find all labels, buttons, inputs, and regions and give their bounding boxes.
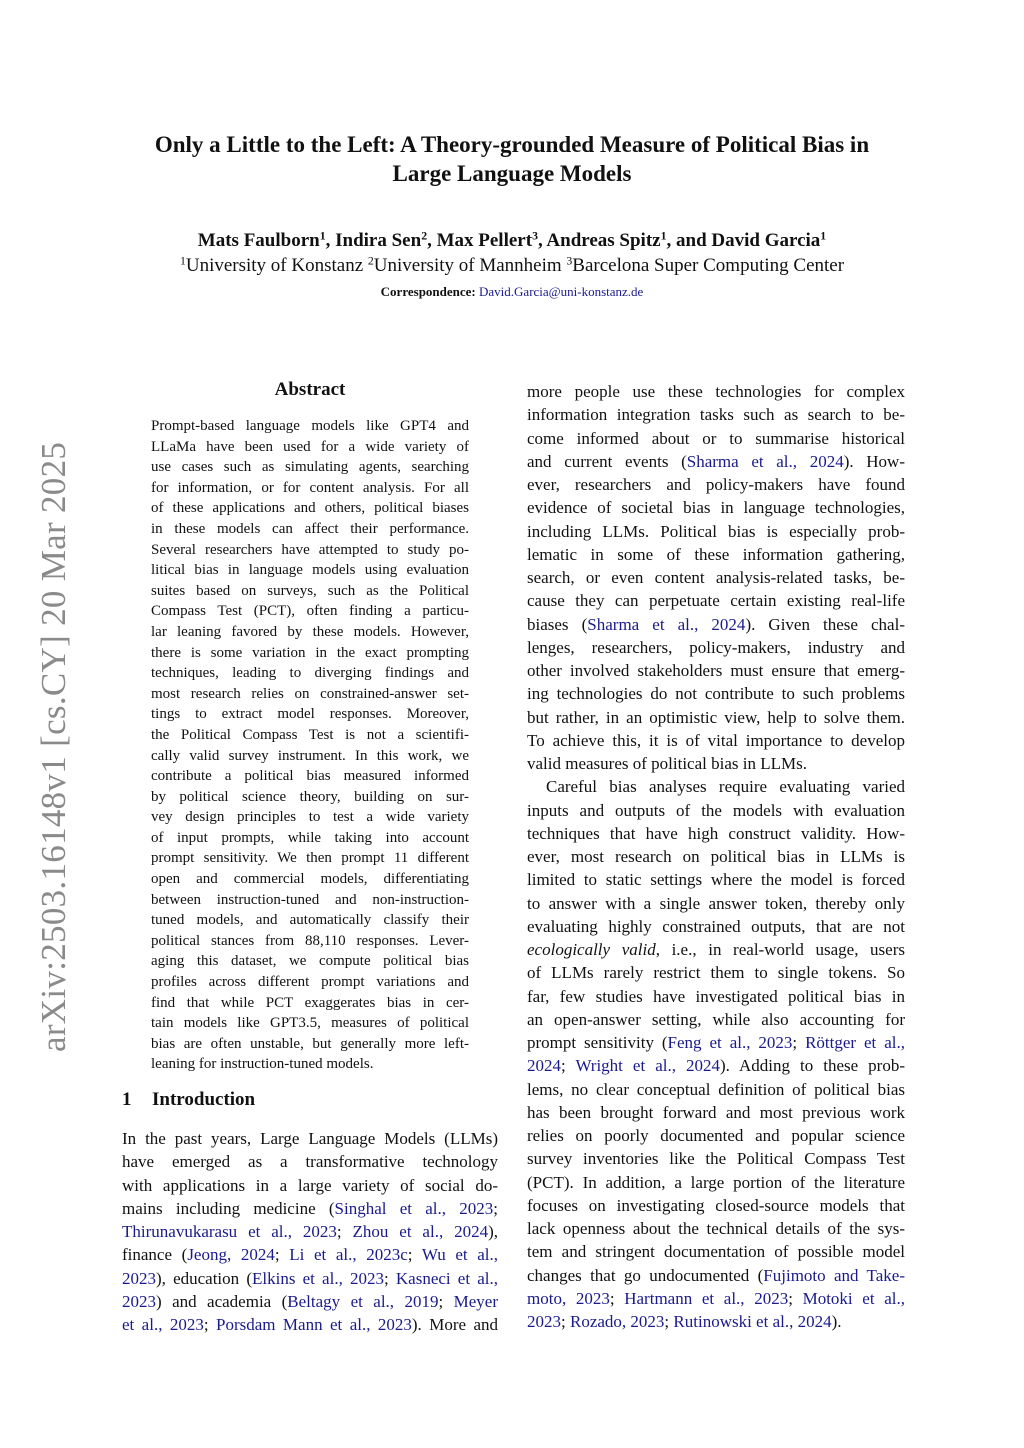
author [198,230,326,251]
body-text-line [122,1127,498,1150]
citation-link[interactable]: Li et al., 2023c [289,1245,408,1265]
emphasis-text: ecologically valid [527,940,656,959]
abstract-line: leaning for instruction-tuned models. [151,1056,374,1073]
text-run: has been brought forward and most previous work [527,1102,905,1122]
text-run: ). Adding to these prob- [720,1056,906,1076]
correspondence-email-link[interactable]: David.Garcia@uni-konstanz.de [479,284,644,299]
citation-link[interactable]: Hartmann et al., 2023 [624,1288,789,1308]
body-text-line [527,868,905,891]
text-run: evaluating highly constrained outputs, that are not [527,916,905,936]
body-text-line [527,520,905,543]
text-run: focuses on investigating closed-source models that [527,1195,905,1215]
body-text-line [527,682,905,705]
body-text-line [527,659,905,682]
body-text-line [527,985,905,1008]
text-run: changes that go undocumented ( [527,1265,764,1285]
body-text-line [122,1220,498,1243]
text-run: biases ( [527,614,588,634]
abstract-line: profiles across different prompt variations and [151,974,469,991]
text-run: cause they can perpetuate certain existing real-life [527,591,905,611]
body-text-line [527,1054,905,1077]
text-run: ; [493,1198,498,1218]
correspondence [60,283,964,301]
text-run: evidence of societal bias in language technologies, [527,498,905,518]
paper-title-line: Only a Little to the Left: A Theory-grounded Measure of Political Bias in [154,132,870,157]
text-run: valid measures of political bias in LLMs. [527,754,807,773]
body-text-line [527,1147,905,1170]
affiliation-number: 2 [367,254,374,268]
author-name: Mats Faulborn [197,230,320,251]
text-run: (PCT). In addition, a large portion of the literature [527,1172,905,1192]
citation-link[interactable]: Kasneci et al., [395,1268,498,1288]
text-run: and current events ( [527,451,687,471]
abstract-line: of these applications and others, political biases [151,500,469,517]
text-run: search, or even content analysis-related tasks, be- [527,568,905,587]
paper-title-line: Large Language Models [392,161,632,186]
affiliation-marker: 1 [660,229,667,243]
affiliation-number: 3 [566,254,573,268]
text-run: ). How- [843,451,905,471]
body-text-line [527,450,905,473]
body-text-line [527,775,905,798]
abstract-line: tain models like GPT3.5, measures of political [151,1015,469,1032]
paper-title [100,130,924,188]
abstract-line: open and commercial models, differentiating [151,871,469,888]
text-run: ; [561,1312,570,1331]
author-name: Indira Sen [335,230,422,251]
body-text-line [527,543,905,566]
text-run: an open-answer setting, while also accounting for [527,1009,905,1029]
text-run: To achieve this, it is of vital importance to develop [527,730,905,750]
author [437,230,538,251]
affiliation-number: 1 [179,254,186,268]
abstract-line: political stances from 88,110 responses. Lever- [151,932,469,949]
citation-link[interactable]: Beltagy et al., 2019 [287,1291,439,1311]
abstract-line: there is some variation in the exact prompting [151,644,469,661]
arxiv-identifier: arXiv:2503.16148v1 [cs.CY] 20 Mar 2025 [34,441,73,1052]
affiliation: Barcelona Super Computing Center [572,255,845,276]
abstract-body [151,416,469,1075]
correspondence-label: Correspondence: [380,284,476,299]
abstract-line: tings to extract model responses. Moreover, [151,706,469,723]
citation-link[interactable]: Motoki et al., [802,1288,905,1308]
text-run: prompt sensitivity ( [527,1033,668,1052]
text-run: ; [788,1288,803,1308]
text-run: finance ( [122,1245,188,1265]
text-run: ; [664,1312,674,1331]
abstract-line: Prompt-based language models like GPT4 and [151,418,469,434]
abstract-line: litical bias in language models using evaluation [151,562,469,579]
citation-link[interactable]: 2024 [527,1056,561,1076]
body-text-line [527,706,905,729]
text-run: far, few studies have investigated political bias in [527,986,905,1006]
abstract-line: most research relies on constrained-answer set- [151,685,469,702]
section-heading-introduction [122,1088,255,1112]
text-run: inputs and outputs of the models with evaluation [527,800,905,820]
text-run: including LLMs. Political bias is especially prob- [527,521,905,541]
abstract-line: find that while PCT exaggerates bias in cer- [151,994,469,1011]
body-text-line [527,636,905,659]
body-text-line [527,613,905,636]
body-text-line [527,1008,905,1031]
author-name: Max Pellert [436,230,533,251]
text-run: ; [274,1245,290,1265]
citation-link[interactable]: Fujimoto and Take- [763,1265,905,1285]
text-run: information integration tasks such as search to be- [527,405,905,425]
abstract-line: of input prompts, while taking into account [151,829,469,846]
body-text-line [527,589,905,612]
text-run: ; [792,1033,806,1052]
citation-link[interactable]: Rozado, 2023 [569,1312,665,1331]
body-text-line [527,427,905,450]
text-run: lems, no clear conceptual definition of political bias [527,1079,905,1099]
section-number: 1 [122,1089,132,1110]
introduction-right-column [527,380,905,1333]
text-run: In the past years, Large Language Models (LLMs) [122,1129,498,1148]
abstract-line: use cases such as simulating agents, searching [151,459,469,476]
citation-link[interactable]: Porsdam Mann et al., 2023 [216,1315,412,1334]
citation-link[interactable]: Wright et al., 2024 [575,1056,720,1076]
citation-link[interactable]: moto, 2023 [527,1288,610,1308]
text-run: lack openness about the technical details of the sys- [527,1219,905,1238]
citation-link[interactable]: Zhou et al., 2024 [352,1222,489,1241]
text-run: ), education ( [156,1268,252,1288]
abstract-line: in these models can affect their performance. [151,520,469,537]
body-text-line [527,729,905,752]
text-run: lematic in some of these information gathering, [527,544,905,564]
citation-link[interactable]: Elkins et al., 2023 [252,1268,384,1288]
body-text-line [527,915,905,938]
affiliation: University of Mannheim [373,255,562,276]
section-title: Introduction [152,1089,256,1110]
body-text-line [527,566,905,589]
abstract-line: tuned models, and automatically classify their [151,912,469,929]
text-run: ever, most research on political bias in LLMs is [527,847,905,866]
author-name: Andreas Spitz [546,230,661,251]
text-run: ). More and [411,1315,498,1334]
abstract-line: bias are often unstable, but generally more left- [151,1035,469,1052]
body-text-line [527,938,905,961]
abstract-line: Several researchers have attempted to study po- [151,541,469,558]
text-run: ), [488,1222,499,1241]
citation-link[interactable]: Röttger et al., [805,1033,905,1052]
text-run: survey inventories like the Political Compass Test [527,1149,905,1169]
affiliation-marker: 2 [421,229,428,243]
affiliation-list [60,254,964,278]
citation-link[interactable]: 2023 [122,1291,156,1311]
body-text-line [527,496,905,519]
abstract-line: lar leaning favored by these models. However, [151,623,469,640]
body-text-line [527,1287,905,1310]
body-text-line [122,1290,498,1313]
citation-link[interactable]: et al., 2023 [122,1315,204,1334]
affiliation-marker: 1 [319,229,326,243]
body-text-line [527,1194,905,1217]
abstract-line: between instruction-tuned and non-instruction- [151,891,469,908]
text-run: with applications in a large variety of social do- [122,1175,498,1195]
author [546,230,666,251]
text-run: ing technologies do not contribute to such problems [527,684,905,704]
body-text-line [527,1124,905,1147]
text-run: ; [438,1291,454,1311]
citation-link[interactable]: Wu et al., [421,1245,498,1265]
author [711,230,826,251]
text-run: have emerged as a transformative technology [122,1152,498,1172]
citation-link[interactable]: 2023 [122,1268,156,1288]
citation-link[interactable]: Feng et al., 2023 [667,1033,793,1052]
citation-link[interactable]: Jeong, 2024 [187,1245,275,1265]
citation-link[interactable]: Sharma et al., 2024 [686,451,844,471]
body-text-line [527,799,905,822]
abstract-line: the Political Compass Test is not a scientifi- [151,726,469,743]
citation-link[interactable]: Thirunavukarasu et al., 2023 [122,1222,337,1241]
abstract-line: vey design principles to test a wide variety [151,809,469,826]
text-run: other involved stakeholders must ensure that emerg- [527,661,905,680]
text-run: ; [561,1056,576,1076]
abstract-line: for information, or for content analysis. For all [151,479,469,496]
body-text-line [122,1313,498,1336]
citation-link[interactable]: Meyer [453,1291,498,1311]
affiliation: University of Konstanz [185,255,364,276]
text-run: ). Given these chal- [745,614,905,634]
abstract-line: Compass Test (PCT), often finding a particu- [151,603,469,620]
body-text-line [527,822,905,845]
abstract-line: prompt sensitivity. We then prompt 11 different [151,850,469,867]
body-text-line [527,1078,905,1101]
body-text-line [527,892,905,915]
text-run: limited to static settings where the model is forced [527,870,905,890]
text-run: of LLMs rarely restrict them to single tokens. So [527,963,905,983]
text-run: ; [383,1268,396,1288]
body-text-line [527,1240,905,1263]
body-text-line [527,1264,905,1287]
body-text-line [527,1217,905,1240]
text-run: ; [336,1222,353,1241]
affiliation-marker: 1 [820,229,827,243]
body-text-line [527,1101,905,1124]
text-run: to answer with a single answer token, thereby only [527,893,905,913]
body-text-line [527,1031,905,1054]
author-name: David Garcia [711,230,821,251]
text-run: Careful bias analyses require evaluating varied [546,777,905,797]
text-run: tem and stringent documentation of possible model [527,1242,905,1262]
citation-link[interactable]: Rutinowski et al., 2024 [673,1312,832,1331]
citation-link[interactable]: Sharma et al., 2024 [587,614,746,634]
body-text-line [122,1150,498,1173]
body-text-line [527,752,905,775]
author-list: Mats Faulborn$^1$, Indira Sen$^2$, Max Pellert$^3$, Andreas Spitz$^1$, and David Garcia$^1$ [197,229,827,251]
body-text-line [527,1171,905,1194]
text-run: more people use these technologies for complex [527,382,905,401]
abstract-line: aging this dataset, we compute political bias [151,953,469,970]
body-text-line [527,473,905,496]
text-run: ) and academia ( [156,1291,288,1311]
body-text-line [122,1197,498,1220]
abstract-line: suites based on surveys, such as the Political [151,582,469,599]
text-run: ; [407,1245,422,1265]
body-text-line [527,380,905,403]
text-run: relies on poorly documented and popular science [527,1126,905,1145]
author [335,230,427,251]
citation-link[interactable]: 2023 [527,1312,561,1331]
abstract-line: contribute a political bias measured informed [151,768,469,785]
body-text-line [122,1243,498,1266]
body-text-line [527,403,905,426]
abstract-line: by political science theory, building on sur- [151,788,469,805]
text-run: ). [831,1312,842,1331]
introduction-left-column [122,1127,498,1336]
affiliation-marker: 3 [532,229,538,243]
body-text-line [122,1174,498,1197]
text-run: come informed about or to summarise historical [527,428,905,448]
citation-link[interactable]: Singhal et al., 2023 [334,1198,494,1218]
text-run: lenges, researchers, policy-makers, industry and [527,637,905,657]
text-run: ; [609,1288,625,1308]
abstract-line: techniques, leading to diverging findings and [151,665,469,682]
body-text-line [527,1310,905,1333]
abstract-heading: Abstract [274,379,346,400]
abstract-line: cally valid survey instrument. In this work, we [151,747,469,764]
body-text-line [527,961,905,984]
body-text-line [527,845,905,868]
body-text-line [122,1267,498,1290]
text-run: mains including medicine ( [122,1198,335,1218]
text-run: ; [203,1315,217,1334]
text-run: but rather, in an optimistic view, help to solve them. [527,707,905,727]
text-run: techniques that have high construct validity. How- [527,823,905,843]
text-run: , i.e., in real-world usage, users [655,940,905,959]
abstract-line: LLaMa have been used for a wide variety of [151,438,469,455]
text-run: ever, researchers and policy-makers have found [527,475,905,494]
